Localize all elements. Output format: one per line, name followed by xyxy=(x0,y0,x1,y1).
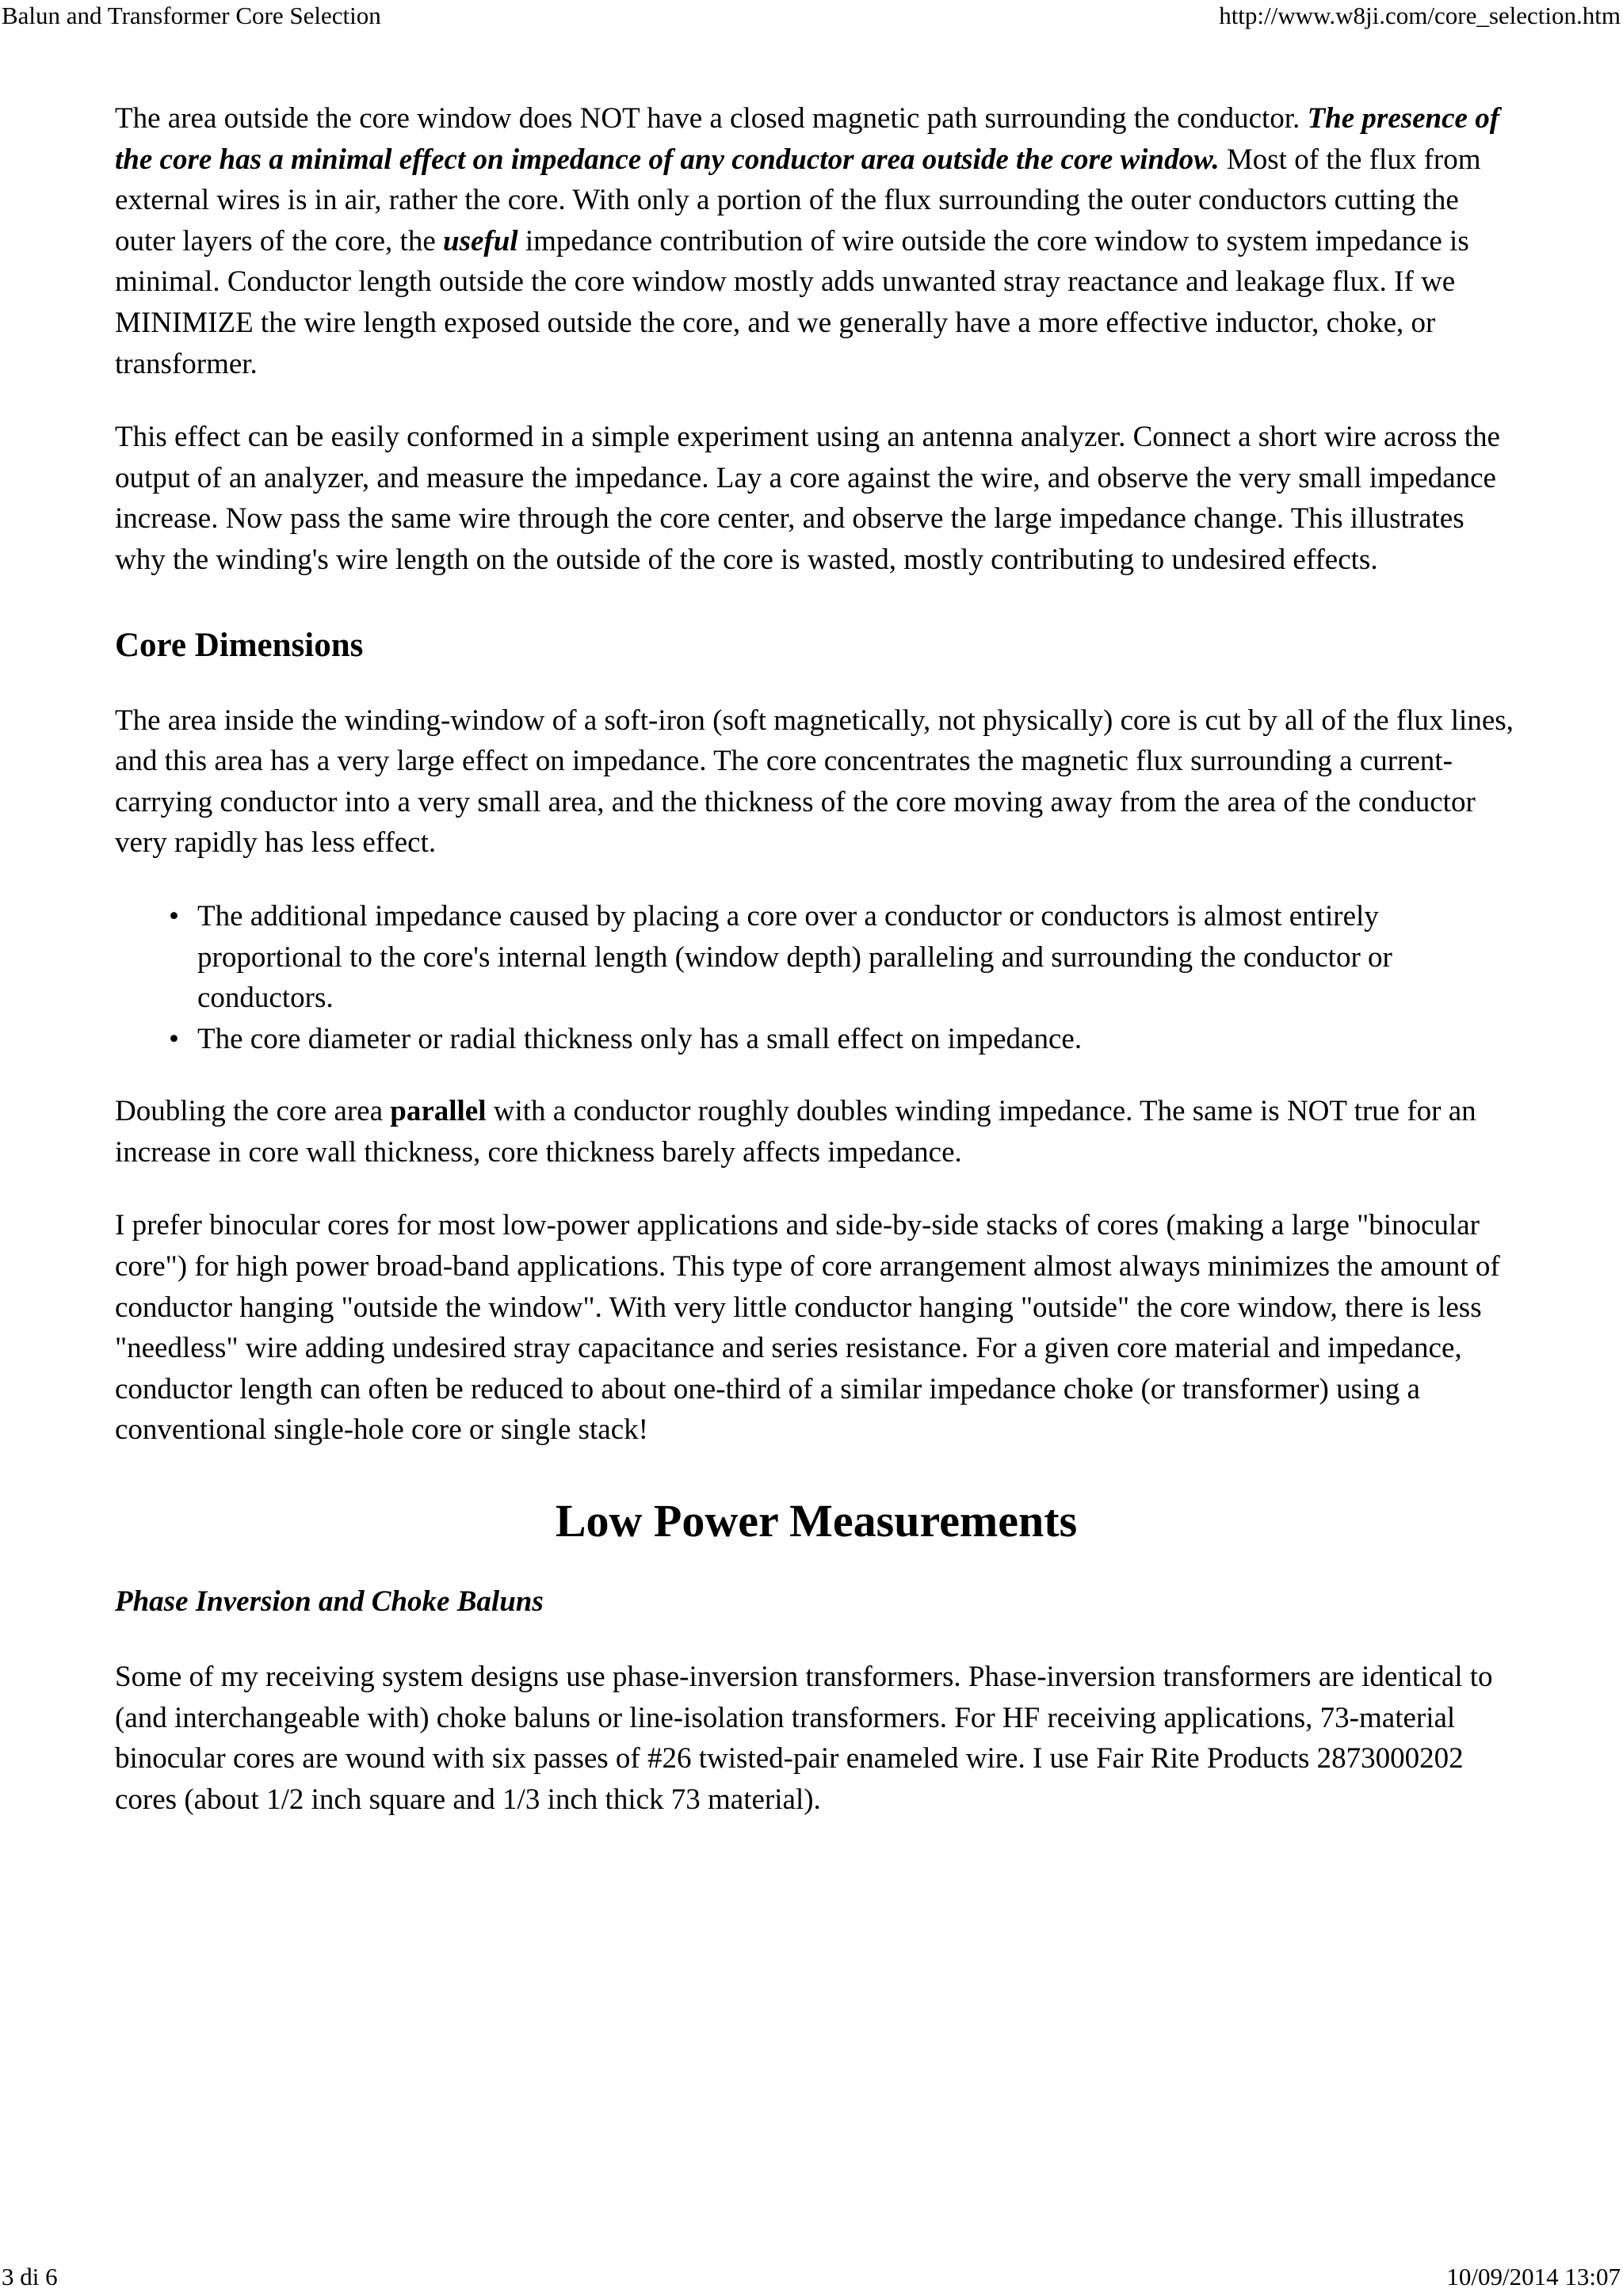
list-item xyxy=(169,896,1518,1019)
heading-low-power-measurements: Low Power Measurements xyxy=(555,1495,1078,1547)
print-header xyxy=(0,2,1623,30)
page-title: Balun and Transformer Core Selection xyxy=(2,2,381,29)
paragraph-winding-window: The area inside the winding-window of a soft-iron (soft magnetically, not physically) core is cut by all of the flux lines, and this area has a very large effect on impedance. The core concentrates the magnetic flux surrounding a current-carrying conductor into a very small area, and the thickness of the core moving away from the area of the conductor very rapidly has less effect. xyxy=(115,704,1514,860)
emphasis-useful: useful xyxy=(443,224,518,257)
text-run: The area outside the core window does NOT have a closed magnetic path surrounding the conductor. xyxy=(115,102,1308,135)
text-run: with a conductor roughly doubles winding impedance. The same is NOT true for an increase in core wall thickness, core thickness barely affects impedance. xyxy=(115,1095,1476,1169)
emphasis-text: The presence of the core has a minimal effect on impedance of any conductor area outside the core window. xyxy=(115,102,1500,176)
paragraph-window-effect xyxy=(115,98,1518,384)
paragraph-doubling xyxy=(115,1091,1518,1173)
print-footer xyxy=(0,2263,1623,2291)
bullet-icon: • xyxy=(169,899,179,933)
bullet-icon: • xyxy=(169,1022,179,1055)
list-item-text: The core diameter or radial thickness only has a small effect on impedance. xyxy=(197,1022,1083,1055)
page-url: http://www.w8ji.com/core_selection.htm xyxy=(1219,2,1621,29)
list-item-text: The additional impedance caused by placing a core over a conductor or conductors is almost entirely proportional to the core's internal length (window depth) paralleling and surrounding the conductor or conductors. xyxy=(197,899,1392,1015)
paragraph-receiving-designs: Some of my receiving system designs use phase-inversion transformers. Phase-inversion transformers are identical to (and interchangeable with) choke baluns or line-isolation transformers. For HF receiving applications, 73-material binocular cores are wound with six passes of #26 twisted-pair enameled wire. I use Fair Rite Products 2873000202 cores (about 1/2 inch square and 1/3 inch thick 73 material). xyxy=(115,1661,1493,1816)
paragraph-experiment: This effect can be easily conformed in a simple experiment using an antenna analyzer. Connect a short wire across the output of an analyzer, and measure the impedance. Lay a core against the wire, and observe the very small impedance increase. Now pass the same wire through the core center, and observe the large impedance change. This illustrates why the winding's wire length on the outside of the core is wasted, mostly contributing to undesired effects. xyxy=(115,421,1500,576)
document-body xyxy=(115,98,1518,1852)
page-number: 3 di 6 xyxy=(2,2263,58,2290)
list-item xyxy=(169,1019,1518,1060)
print-datetime: 10/09/2014 13:07 xyxy=(1446,2263,1621,2290)
paragraph-binocular: I prefer binocular cores for most low-power applications and side-by-side stacks of cores (making a large "binocular core") for high power broad-band applications. This type of core arrangement almost always minimizes the amount of conductor hanging "outside the window". With very little conductor hanging "outside" the core window, there is less "needless" wire adding undesired stray capacitance and series resistance. For a given core material and impedance, conductor length can often be reduced to about one-third of a similar impedance choke (or transformer) using a conventional single-hole core or single stack! xyxy=(115,1209,1500,1447)
text-run: Doubling the core area xyxy=(115,1095,391,1128)
text-run: impedance contribution of wire outside the core window to system impedance is minimal. Conductor length outside the core window mostly adds unwanted stray reactance and leakage flux. If we MINIMIZE the wire length exposed outside the core, and we generally have a more effective inductor, choke, or transformer. xyxy=(115,224,1469,380)
subheading-phase-inversion: Phase Inversion and Choke Baluns xyxy=(115,1585,544,1619)
emphasis-parallel: parallel xyxy=(390,1095,487,1128)
heading-core-dimensions: Core Dimensions xyxy=(115,626,364,664)
text-run: Most of the flux from external wires is in air, rather the core. With only a portion of the flux surrounding the outer conductors cutting the outer layers of the core, the xyxy=(115,143,1481,257)
bullet-list xyxy=(115,896,1518,1059)
